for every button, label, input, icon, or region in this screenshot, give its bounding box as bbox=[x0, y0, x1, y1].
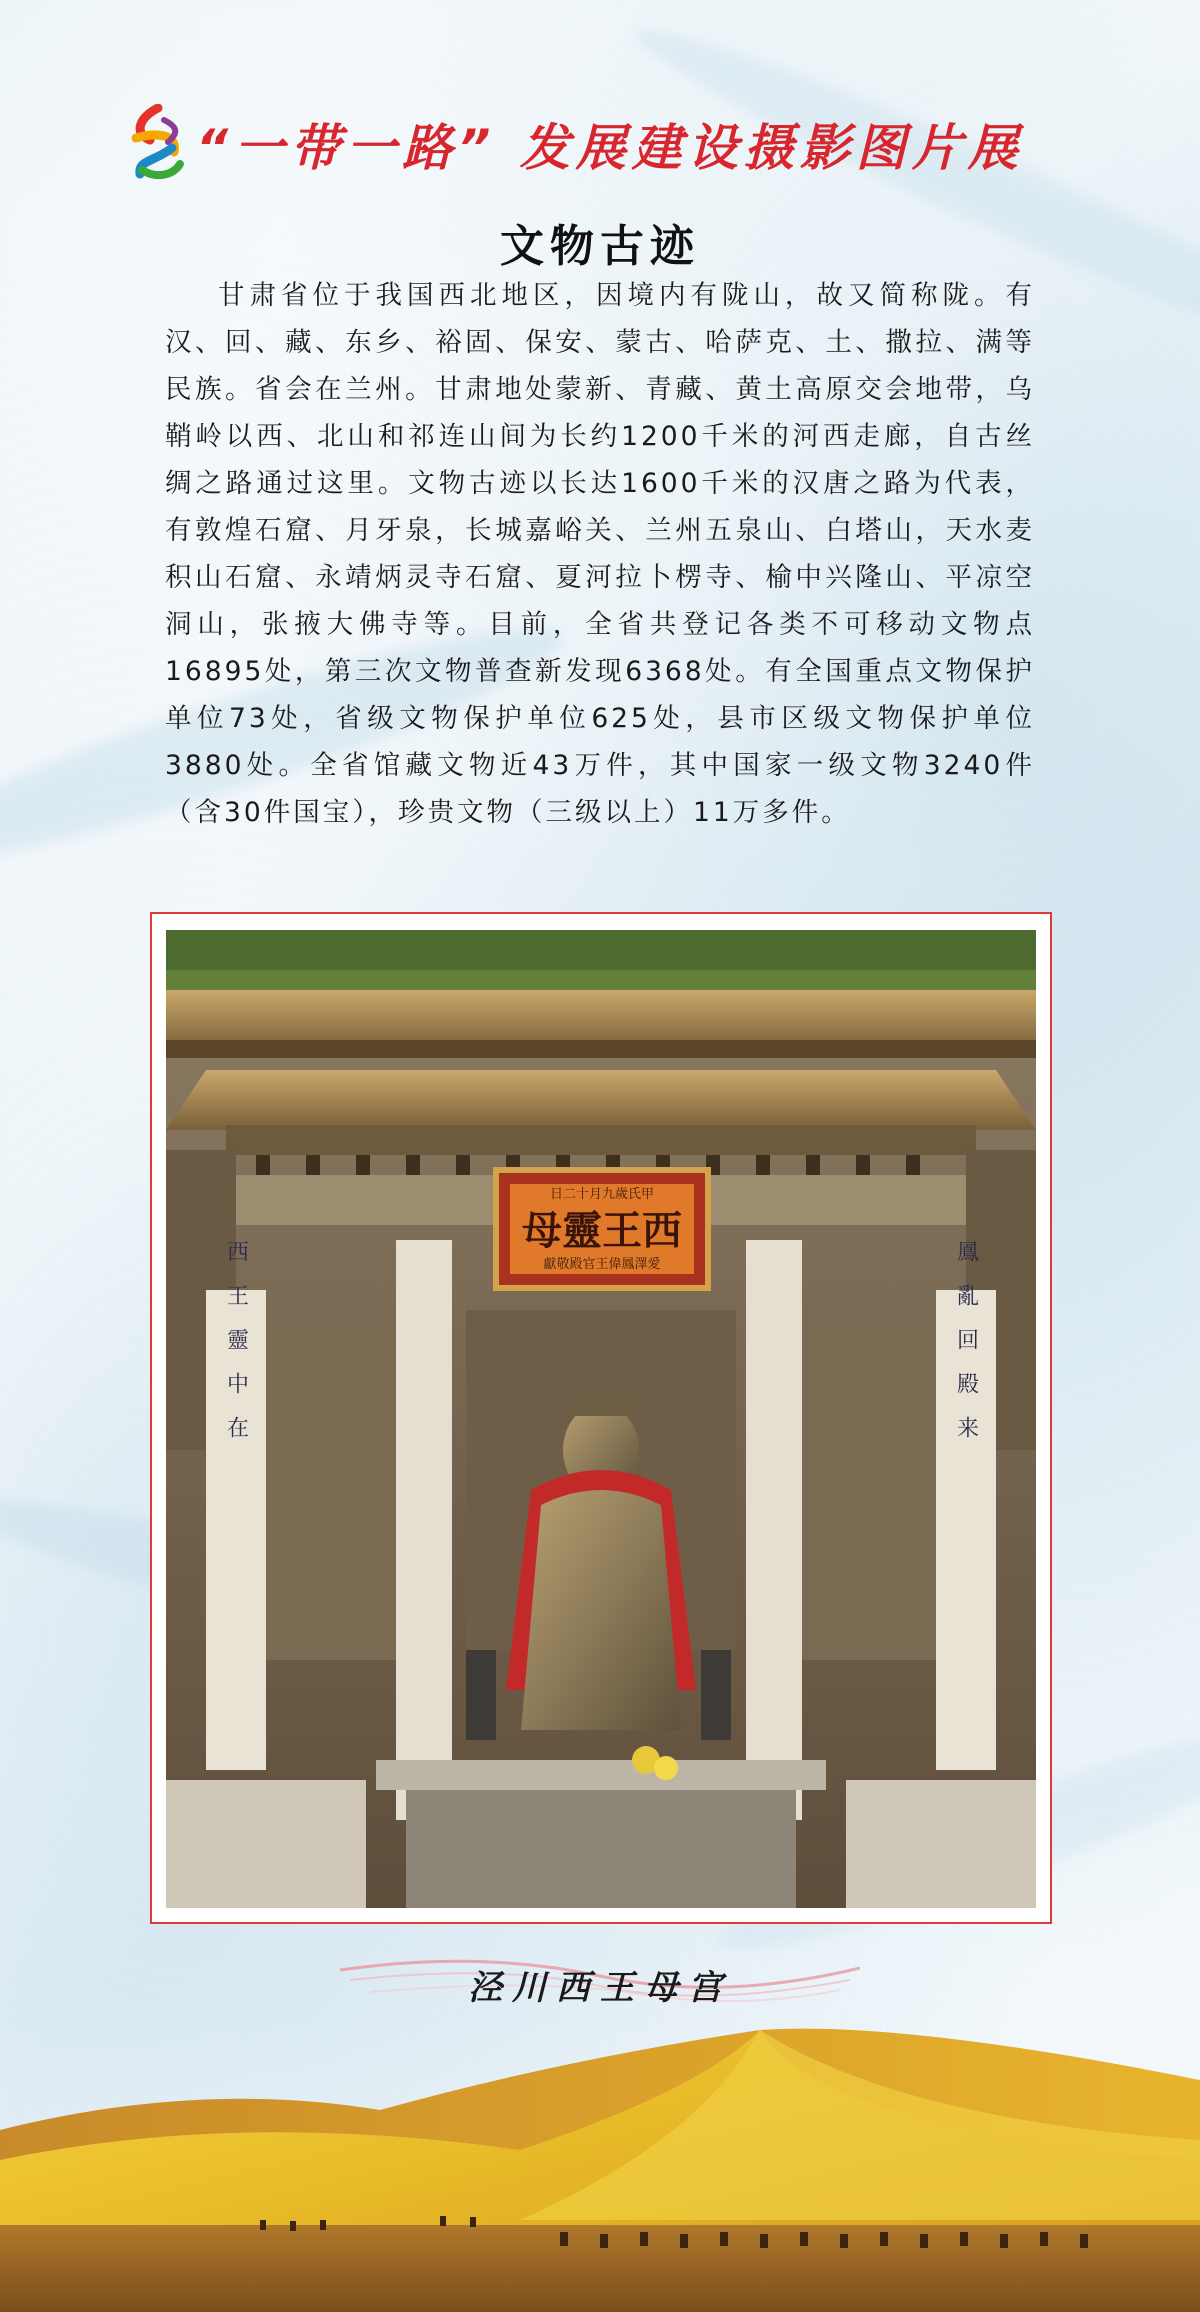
desert-landscape bbox=[0, 2020, 1200, 2312]
plaque-top-text: 日二十月九歲氏甲 bbox=[549, 1187, 655, 1202]
right-couplet-text: 鳳亂回殿来 bbox=[953, 1240, 979, 1460]
plaque-main-text: 母靈王西 bbox=[522, 1207, 682, 1254]
description-paragraph: 甘肃省位于我国西北地区，因境内有陇山，故又简称陇。有汉、回、藏、东乡、裕固、保安、蒙古、哈萨克、土、撒拉、满等民族。省会在兰州。甘肃地处蒙新、青藏、黄土高原交会地带，乌鞘岭以西、北山和祁连山间为长约1200千米的河西走廊，自古丝绸之路通过这里。文物古迹以长达1600千米的汉唐之路为代表，有敦煌石窟、月牙泉，长城嘉峪关、兰州五泉山、白塔山，天水麦积山石窟、永靖炳灵寺石窟、夏河拉卜楞寺、榆中兴隆山、平凉空洞山，张掖大佛寺等。目前，全省共登记各类不可移动文物点16895处，第三次文物普查新发现6368处。有全国重点文物保护单位73处，省级文物保护单位625处，县市区级文物保护单位3880处。全省馆藏文物近43万件，其中国家一级文物3240件（含30件国宝），珍贵文物（三级以上）11万多件。 bbox=[165, 280, 1035, 828]
photo-caption: 泾川西王母宫 bbox=[468, 1968, 732, 2008]
colorful-ribbon-logo-icon bbox=[128, 104, 188, 184]
photo-frame bbox=[150, 912, 1052, 1924]
left-couplet-text: 西王靈中在 bbox=[223, 1240, 249, 1460]
temple-photo bbox=[166, 930, 1036, 1908]
exhibition-title: “一带一路” 发展建设摄影图片展 bbox=[196, 119, 1024, 177]
exhibition-header bbox=[128, 104, 1088, 184]
section-title: 文物古迹 bbox=[500, 221, 700, 272]
plaque-bottom-text: 獻敬殿官王偉鳳澤愛 bbox=[543, 1257, 661, 1272]
